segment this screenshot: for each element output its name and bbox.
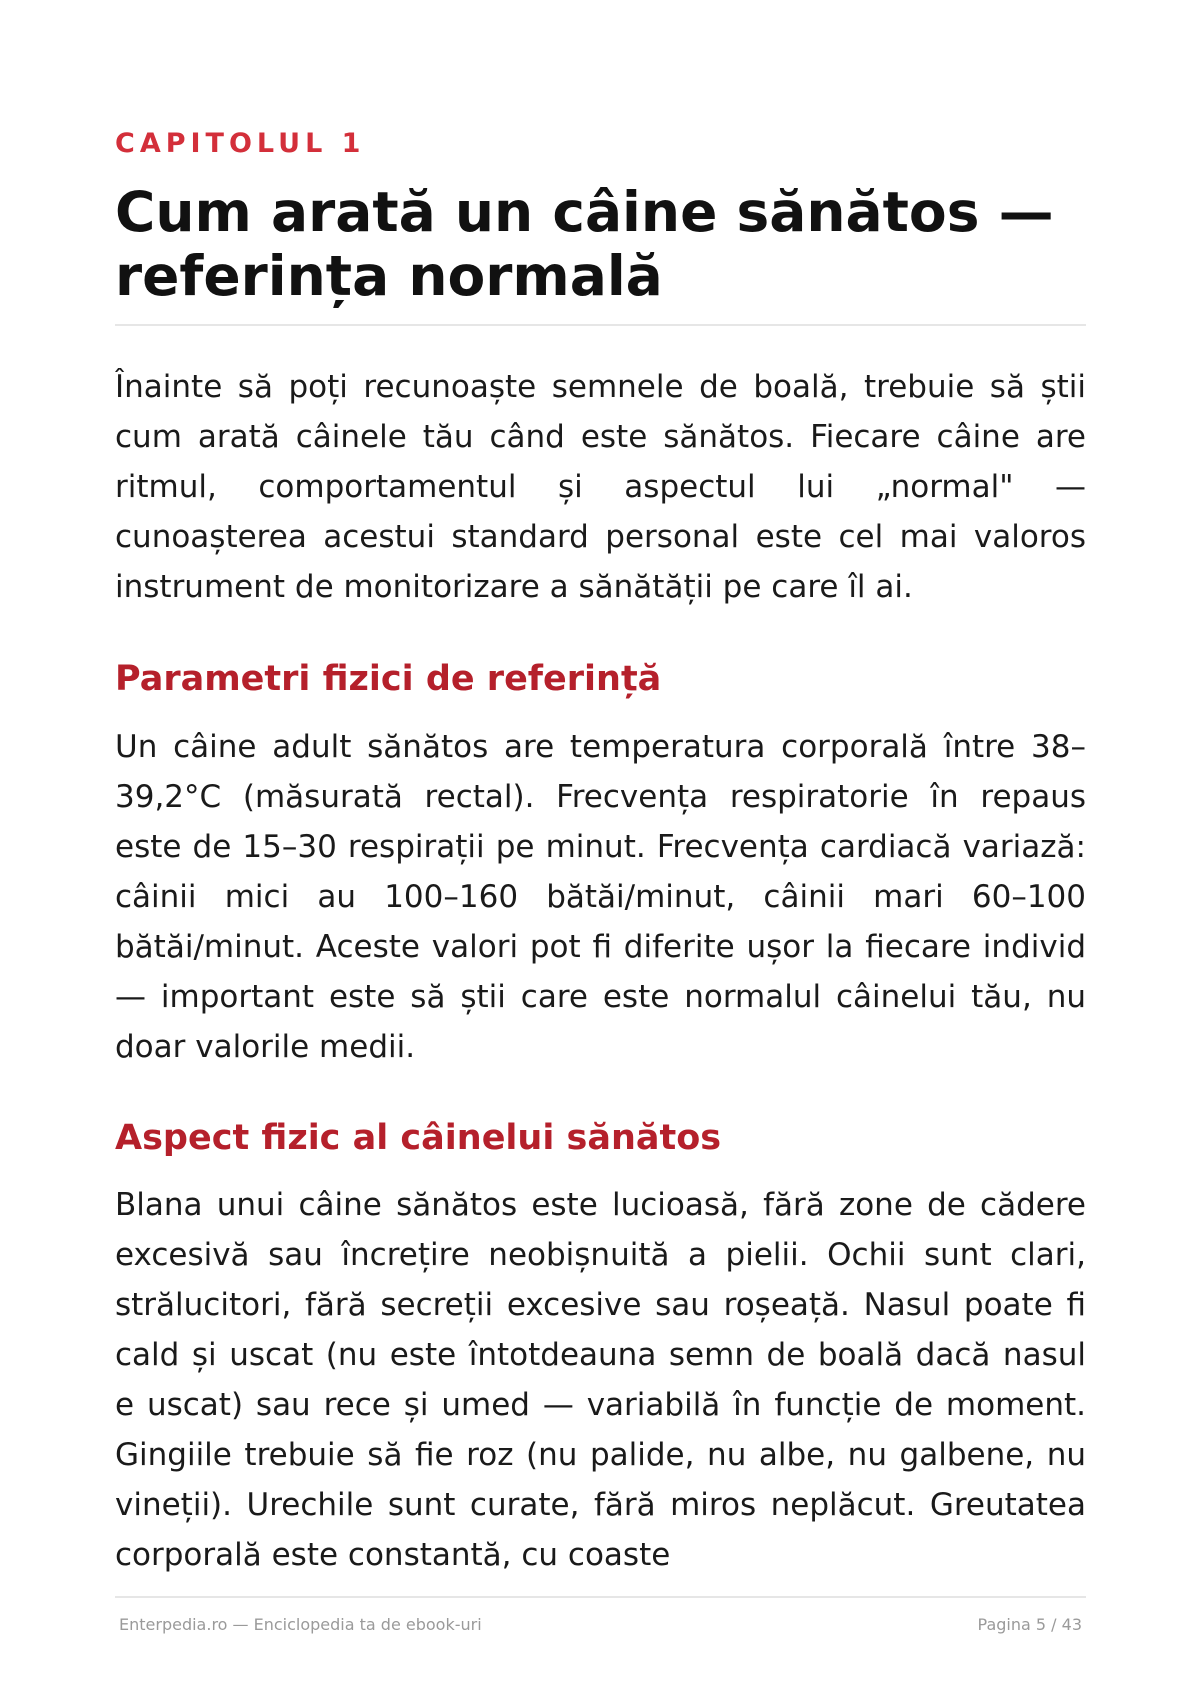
page-number: Pagina 5 / 43 [977,1615,1082,1634]
section-paragraph-parameters: Un câine adult sănătos are temperatura corporală între 38–39,2°C (măsurată rectal). Frecvența respiratorie în repaus este de 15–30 respirații pe minut. Frecvența cardiacă variază: câinii mici au 100–160 bătăi/minut, câinii mari 60–100 bătăi/minut. Aceste valori pot fi diferite ușor la fiecare individ — important este să știi care este normalul câinelui tău, nu doar valorile medii. [115,729,1086,1065]
document-page [115,0,1086,1683]
intro-paragraph: Înainte să poți recunoaște semnele de boală, trebuie să știi cum arată câinele tău când este sănătos. Fiecare câine are ritmul, comportamentul și aspectul lui „normal" — cunoașterea acestui standard personal este cel mai valoros instrument de monitorizare a sănătății pe care îl ai. [115,369,1086,605]
chapter-title: Cum arată un câine sănătos — referința normală [115,180,1054,308]
section-heading-appearance: Aspect fizic al câinelui sănătos [115,1118,722,1158]
chapter-label: CAPITOLUL 1 [115,128,366,159]
section-heading-parameters: Parametri fizici de referință [115,659,662,699]
section-paragraph-appearance: Blana unui câine sănătos este lucioasă, fără zone de cădere excesivă sau încrețire neobișnuită a pielii. Ochii sunt clari, strălucitori, fără secreții excesive sau roșeață. Nasul poate fi cald și uscat (nu este întotdeauna semn de boală dacă nasul e uscat) sau rece și umed — variabilă în funcție de moment. Gingiile trebuie să fie roz (nu palide, nu albe, nu galbene, nu vineții). Urechile sunt curate, fără miros neplăcut. Greutatea corporală este constantă, cu coaste [115,1187,1086,1573]
title-divider [115,324,1086,326]
footer-source: Enterpedia.ro — Enciclopedia ta de ebook-uri [119,1615,482,1634]
footer-divider [115,1596,1086,1598]
